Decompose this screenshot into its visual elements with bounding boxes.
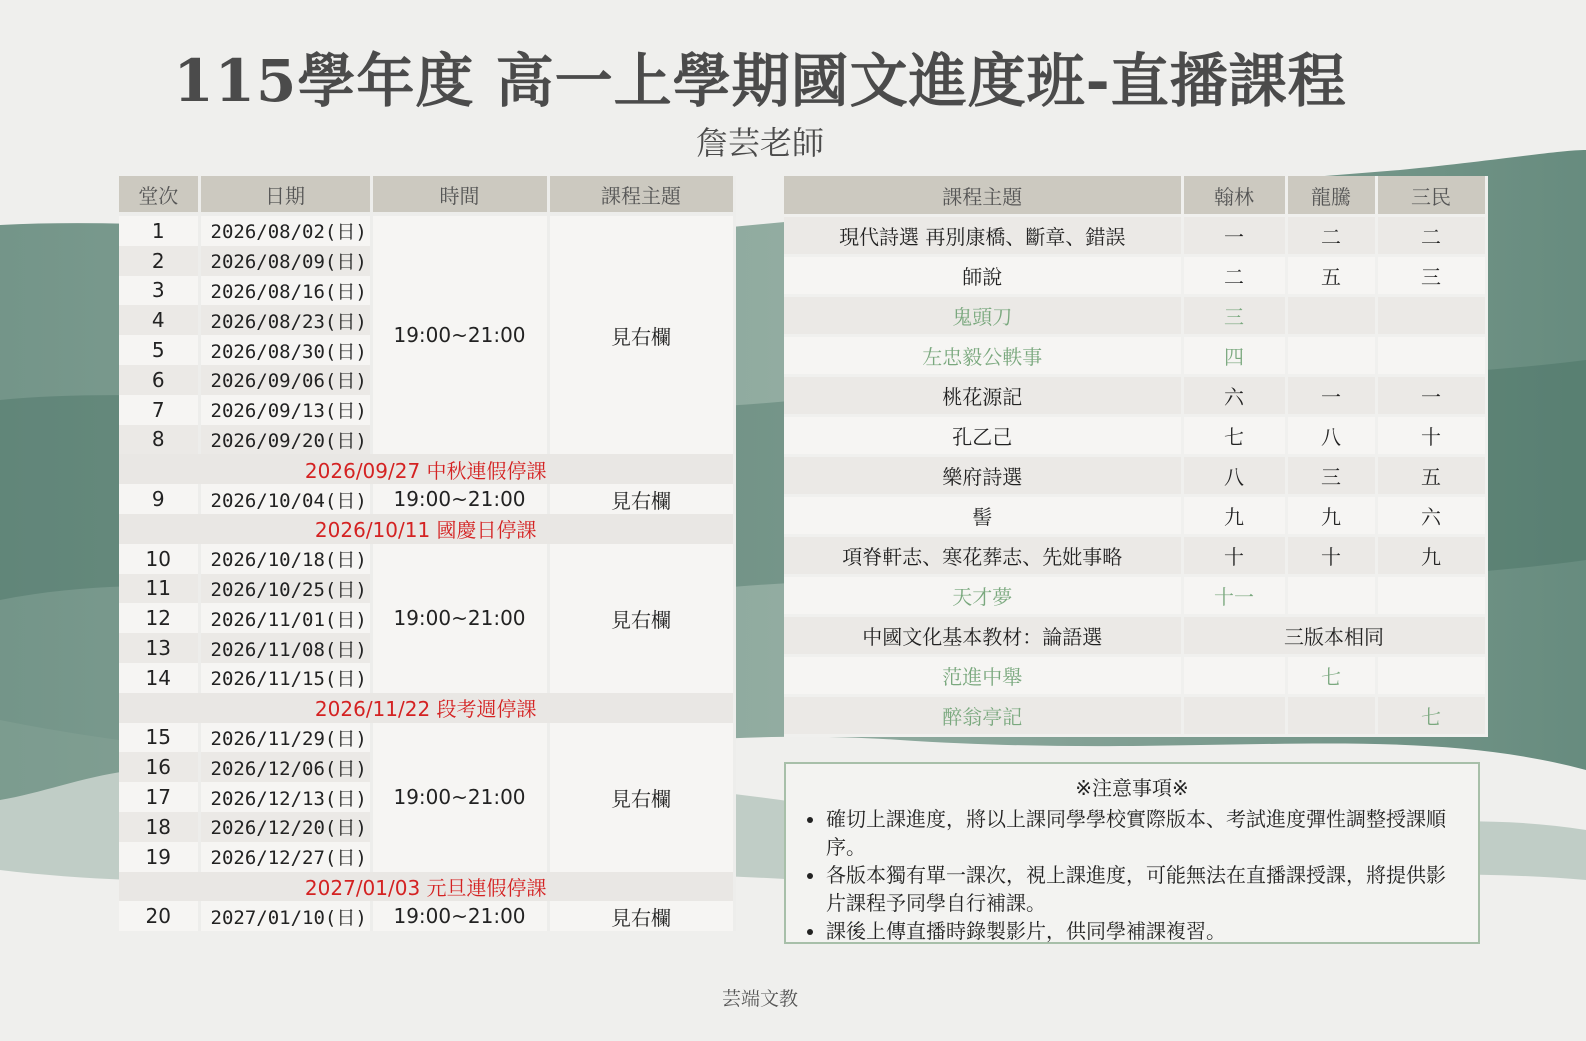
- lesson-topic: 見右欄: [548, 214, 734, 454]
- topic-name: 師說: [784, 256, 1182, 296]
- topics-table: [784, 176, 1488, 737]
- lesson-date: 2026/08/02(日): [199, 214, 371, 246]
- lesson-topic: 見右欄: [548, 544, 734, 693]
- lesson-number: 19: [119, 842, 199, 872]
- sanmin-lesson: [1376, 336, 1486, 376]
- hanlin-lesson: 三: [1182, 296, 1286, 336]
- lesson-topic: 見右欄: [548, 723, 734, 872]
- lesson-number: 11: [119, 574, 199, 604]
- holiday-row: [119, 454, 734, 484]
- lesson-topic: 見右欄: [548, 484, 734, 514]
- header-lesson: 堂次: [119, 176, 199, 214]
- hanlin-lesson: 六: [1182, 376, 1286, 416]
- page-title: 115學年度 高一上學期國文進度班-直播課程: [173, 47, 1347, 115]
- lesson-time: 19:00~21:00: [371, 723, 548, 872]
- header-topic: 課程主題: [548, 176, 734, 214]
- hanlin-lesson: 八: [1182, 456, 1286, 496]
- schedule-row: [119, 723, 734, 753]
- topic-name: 樂府詩選: [784, 456, 1182, 496]
- schedule-row: [119, 901, 734, 931]
- hanlin-lesson: 四: [1182, 336, 1286, 376]
- topic-row: [784, 376, 1486, 416]
- topic-row: [784, 296, 1486, 336]
- note-item: • 各版本獨有單一課次，視上課進度，可能無法在直播課授課，將提供影片課程予同學自行補課。: [826, 861, 1462, 917]
- lesson-number: 13: [119, 633, 199, 663]
- lungteng-lesson: 七: [1286, 656, 1376, 696]
- lesson-date: 2026/12/06(日): [199, 752, 371, 782]
- schedule-header-row: [119, 176, 734, 214]
- lungteng-lesson: 三: [1286, 456, 1376, 496]
- topic-row: [784, 576, 1486, 616]
- lesson-date: 2026/10/04(日): [199, 484, 371, 514]
- lesson-number: 5: [119, 335, 199, 365]
- sanmin-lesson: [1376, 656, 1486, 696]
- notes-list: [786, 805, 1478, 945]
- lesson-date: 2026/11/29(日): [199, 723, 371, 753]
- topic-all-versions: 三版本相同: [1182, 616, 1486, 656]
- header-lungteng: 龍騰: [1286, 176, 1376, 216]
- topic-name: 醉翁亭記: [784, 696, 1182, 736]
- sanmin-lesson: 九: [1376, 536, 1486, 576]
- lesson-number: 17: [119, 782, 199, 812]
- topic-name: 桃花源記: [784, 376, 1182, 416]
- lesson-time: 19:00~21:00: [371, 544, 548, 693]
- hanlin-lesson: 十一: [1182, 576, 1286, 616]
- lungteng-lesson: [1286, 576, 1376, 616]
- holiday-row: [119, 514, 734, 544]
- topic-row: [784, 216, 1486, 256]
- sanmin-lesson: 五: [1376, 456, 1486, 496]
- lesson-number: 15: [119, 723, 199, 753]
- lesson-date: 2026/12/13(日): [199, 782, 371, 812]
- lesson-number: 2: [119, 246, 199, 276]
- lesson-number: 18: [119, 812, 199, 842]
- header-sanmin: 三民: [1376, 176, 1486, 216]
- topics-body: [784, 216, 1486, 736]
- lesson-time: 19:00~21:00: [371, 484, 548, 514]
- lesson-number: 14: [119, 663, 199, 693]
- schedule-row: [119, 544, 734, 574]
- lungteng-lesson: 九: [1286, 496, 1376, 536]
- lesson-date: 2026/11/15(日): [199, 663, 371, 693]
- hanlin-lesson: [1182, 696, 1286, 736]
- topic-row: [784, 456, 1486, 496]
- holiday-notice: 2026/09/27 中秋連假停課: [119, 454, 734, 484]
- lungteng-lesson: [1286, 296, 1376, 336]
- lesson-date: 2026/09/13(日): [199, 395, 371, 425]
- lesson-date: 2026/10/25(日): [199, 574, 371, 604]
- lesson-number: 3: [119, 276, 199, 306]
- topic-name: 天才夢: [784, 576, 1182, 616]
- lesson-number: 7: [119, 395, 199, 425]
- lesson-number: 20: [119, 901, 199, 931]
- holiday-row: [119, 693, 734, 723]
- lesson-date: 2026/08/16(日): [199, 276, 371, 306]
- lesson-time: 19:00~21:00: [371, 214, 548, 454]
- lesson-date: 2026/09/20(日): [199, 425, 371, 455]
- lesson-number: 10: [119, 544, 199, 574]
- hanlin-lesson: [1182, 656, 1286, 696]
- topic-row: [784, 496, 1486, 536]
- sanmin-lesson: [1376, 576, 1486, 616]
- lesson-date: 2026/12/27(日): [199, 842, 371, 872]
- sanmin-lesson: 一: [1376, 376, 1486, 416]
- lesson-number: 16: [119, 752, 199, 782]
- topic-name: 中國文化基本教材：論語選: [784, 616, 1182, 656]
- lesson-number: 12: [119, 603, 199, 633]
- lesson-topic: 見右欄: [548, 901, 734, 931]
- hanlin-lesson: 七: [1182, 416, 1286, 456]
- header-topic: 課程主題: [784, 176, 1182, 216]
- schedule-body: [119, 214, 734, 931]
- topic-name: 現代詩選 再別康橋、斷章、錯誤: [784, 216, 1182, 256]
- topic-name: 項脊軒志、寒花葬志、先妣事略: [784, 536, 1182, 576]
- teacher-name: 詹芸老師: [695, 124, 824, 162]
- hanlin-lesson: 九: [1182, 496, 1286, 536]
- sanmin-lesson: 二: [1376, 216, 1486, 256]
- topic-name: 鬼頭刀: [784, 296, 1182, 336]
- sanmin-lesson: 十: [1376, 416, 1486, 456]
- topic-row: [784, 536, 1486, 576]
- lesson-number: 4: [119, 305, 199, 335]
- topics-header-row: [784, 176, 1486, 216]
- schedule-row: [119, 484, 734, 514]
- header-time: 時間: [371, 176, 548, 214]
- lesson-date: 2026/08/30(日): [199, 335, 371, 365]
- hanlin-lesson: 十: [1182, 536, 1286, 576]
- schedule-table: [119, 176, 736, 931]
- topic-name: 范進中舉: [784, 656, 1182, 696]
- holiday-notice: 2027/01/03 元旦連假停課: [119, 872, 734, 902]
- topic-name: 髻: [784, 496, 1182, 536]
- lesson-date: 2026/09/06(日): [199, 365, 371, 395]
- holiday-notice: 2026/11/22 段考週停課: [119, 693, 734, 723]
- lesson-number: 6: [119, 365, 199, 395]
- lungteng-lesson: 二: [1286, 216, 1376, 256]
- topic-name: 孔乙己: [784, 416, 1182, 456]
- topic-row: [784, 656, 1486, 696]
- sanmin-lesson: [1376, 296, 1486, 336]
- topic-name: 左忠毅公軼事: [784, 336, 1182, 376]
- lesson-number: 9: [119, 484, 199, 514]
- lungteng-lesson: [1286, 696, 1376, 736]
- notes-box: [784, 762, 1480, 944]
- note-item: • 確切上課進度，將以上課同學學校實際版本、考試進度彈性調整授課順序。: [826, 805, 1462, 861]
- lesson-date: 2026/12/20(日): [199, 812, 371, 842]
- topic-row: [784, 416, 1486, 456]
- sanmin-lesson: 六: [1376, 496, 1486, 536]
- notes-title: ※注意事項※: [1075, 776, 1189, 800]
- note-item: • 課後上傳直播時錄製影片，供同學補課複習。: [826, 917, 1462, 945]
- lesson-date: 2027/01/10(日): [199, 901, 371, 931]
- lungteng-lesson: 五: [1286, 256, 1376, 296]
- topic-row: [784, 696, 1486, 736]
- header-date: 日期: [199, 176, 371, 214]
- topic-row: [784, 336, 1486, 376]
- lesson-time: 19:00~21:00: [371, 901, 548, 931]
- lesson-date: 2026/08/23(日): [199, 305, 371, 335]
- lesson-date: 2026/10/18(日): [199, 544, 371, 574]
- lesson-date: 2026/11/01(日): [199, 603, 371, 633]
- hanlin-lesson: 二: [1182, 256, 1286, 296]
- holiday-row: [119, 872, 734, 902]
- topic-row: [784, 616, 1486, 656]
- topic-row: [784, 256, 1486, 296]
- footer-brand: 芸端文教: [721, 988, 798, 1010]
- schedule-row: [119, 214, 734, 246]
- lesson-date: 2026/08/09(日): [199, 246, 371, 276]
- header-hanlin: 翰林: [1182, 176, 1286, 216]
- lesson-date: 2026/11/08(日): [199, 633, 371, 663]
- lungteng-lesson: 十: [1286, 536, 1376, 576]
- lesson-number: 8: [119, 425, 199, 455]
- sanmin-lesson: 七: [1376, 696, 1486, 736]
- lungteng-lesson: [1286, 336, 1376, 376]
- hanlin-lesson: 一: [1182, 216, 1286, 256]
- lungteng-lesson: 一: [1286, 376, 1376, 416]
- lesson-number: 1: [119, 214, 199, 246]
- lungteng-lesson: 八: [1286, 416, 1376, 456]
- sanmin-lesson: 三: [1376, 256, 1486, 296]
- holiday-notice: 2026/10/11 國慶日停課: [119, 514, 734, 544]
